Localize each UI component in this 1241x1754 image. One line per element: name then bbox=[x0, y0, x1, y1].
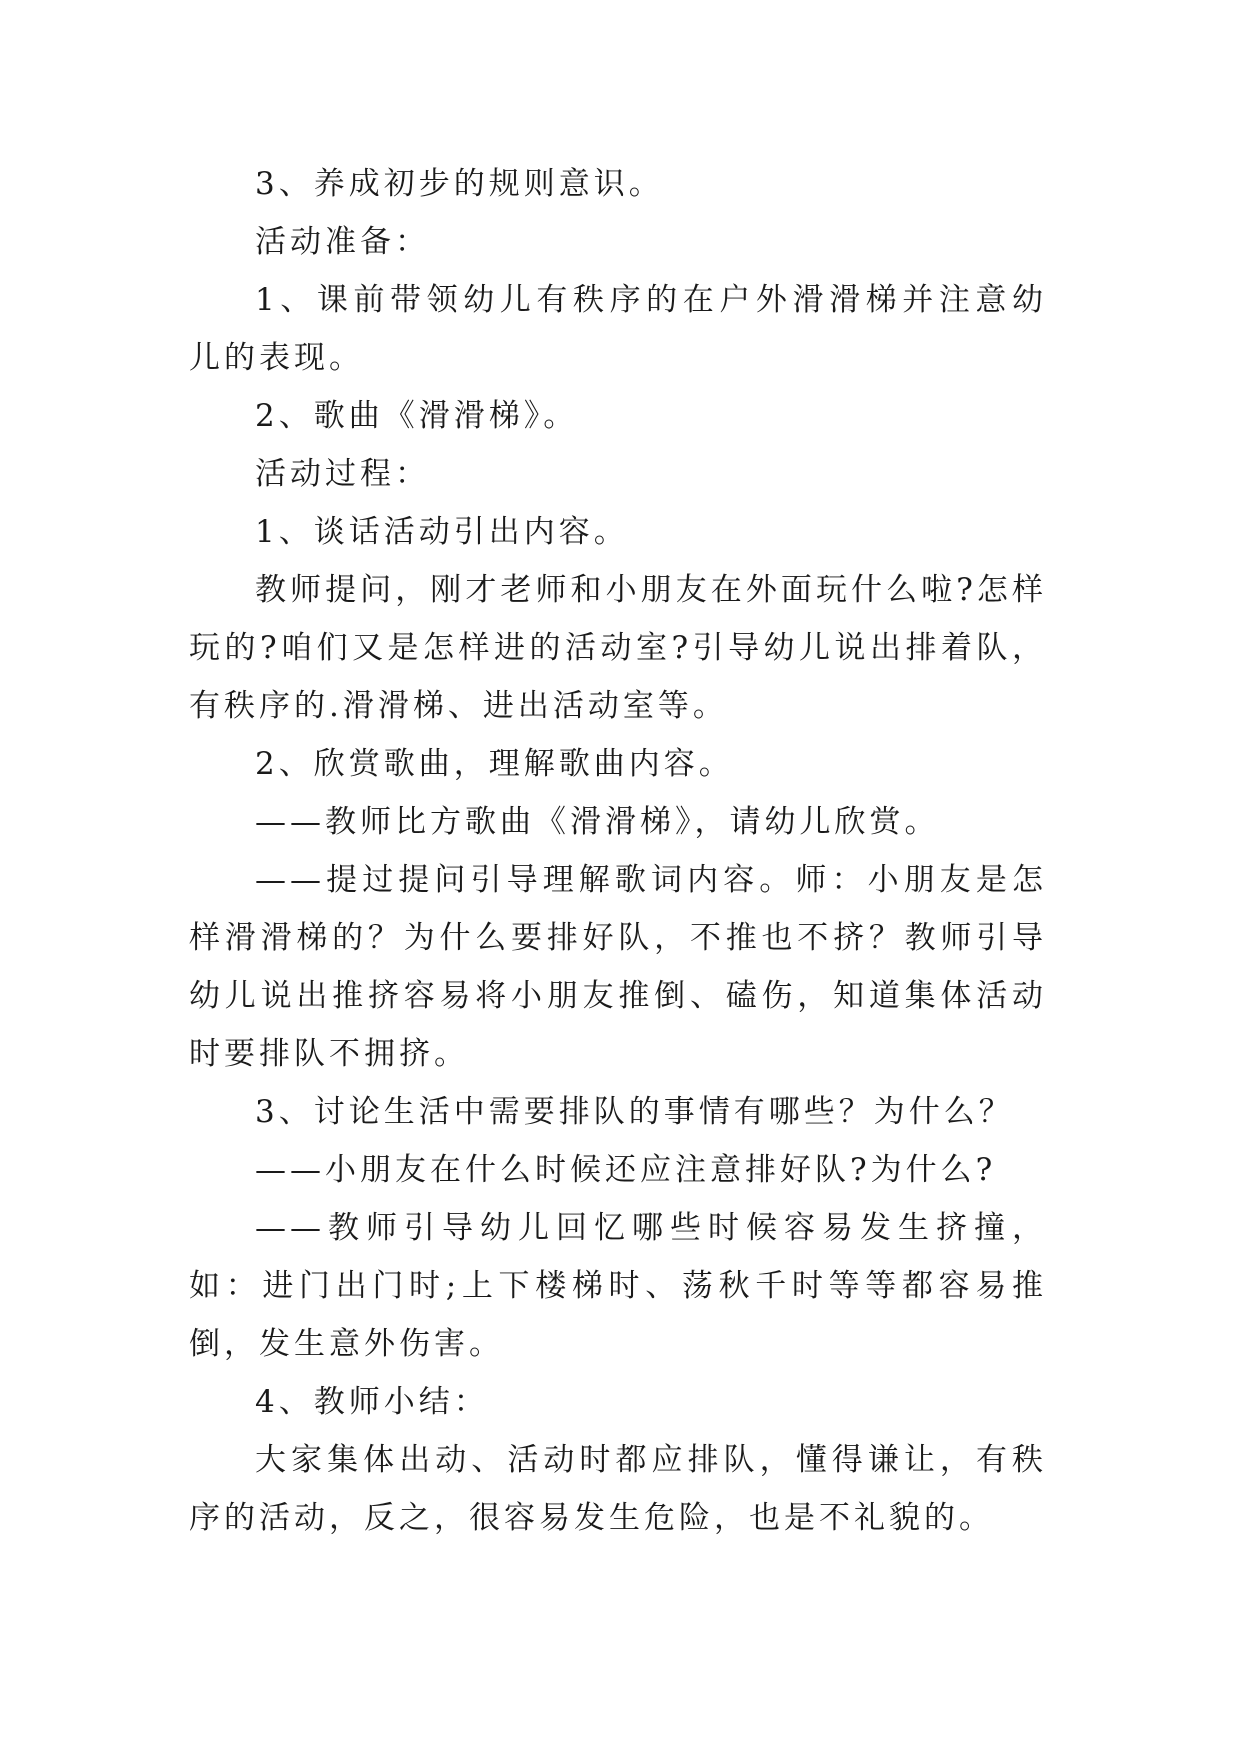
paragraph-step-2: 2、欣赏歌曲，理解歌曲内容。 bbox=[255, 746, 734, 782]
paragraph-summary: 大家集体出动、活动时都应排队，懂得谦让，有秩序的活动，反之，很容易发生危险，也是不礼貌的。 bbox=[189, 1442, 1047, 1536]
paragraph-prep-1: 1、课前带领幼儿有秩序的在户外滑滑梯并注意幼儿的表现。 bbox=[189, 282, 1047, 376]
paragraph-recall-situations: ——教师引导幼儿回忆哪些时候容易发生挤撞，如：进门出门时;上下楼梯时、荡秋千时等等都容易推倒，发生意外伤害。 bbox=[189, 1210, 1047, 1362]
paragraph-when-queue: ——小朋友在什么时候还应注意排好队?为什么? bbox=[255, 1152, 997, 1188]
heading-process: 活动过程： bbox=[255, 456, 430, 492]
paragraph-song-appreciation: ——教师比方歌曲《滑滑梯》，请幼儿欣赏。 bbox=[255, 804, 940, 840]
paragraph-step-4: 4、教师小结： bbox=[255, 1384, 489, 1420]
paragraph-step-1: 1、谈话活动引出内容。 bbox=[255, 514, 629, 550]
document-body bbox=[189, 155, 1047, 1547]
paragraph-step-3: 3、讨论生活中需要排队的事情有哪些？为什么？ bbox=[255, 1094, 1014, 1130]
paragraph-lyrics-understanding: ——提过提问引导理解歌词内容。师：小朋友是怎样滑滑梯的？为什么要排好队，不推也不挤？教师引导幼儿说出推挤容易将小朋友推倒、磕伤，知道集体活动时要排队不拥挤。 bbox=[189, 862, 1047, 1072]
paragraph-prep-2: 2、歌曲《滑滑梯》。 bbox=[255, 398, 579, 434]
paragraph-teacher-question: 教师提问，刚才老师和小朋友在外面玩什么啦?怎样玩的?咱们又是怎样进的活动室?引导幼儿说出排着队，有秩序的.滑滑梯、进出活动室等。 bbox=[189, 572, 1047, 724]
paragraph-goal-3: 3、养成初步的规则意识。 bbox=[255, 166, 664, 202]
heading-preparation: 活动准备： bbox=[255, 224, 430, 260]
